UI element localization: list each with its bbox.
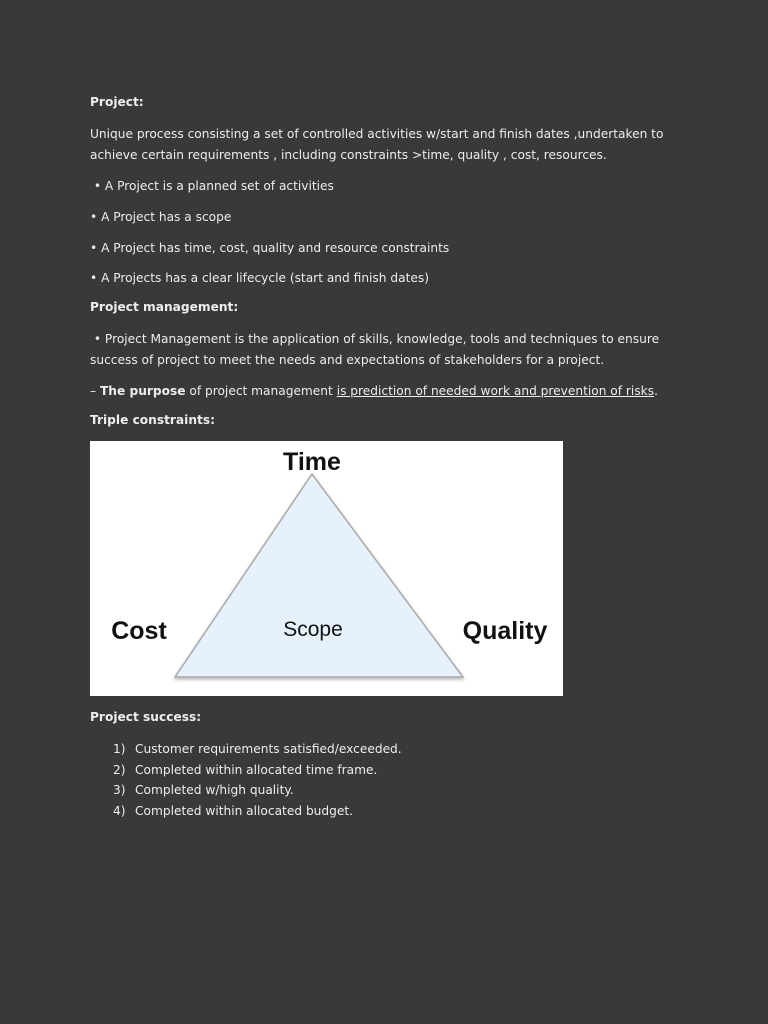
list-item-number: 2) <box>113 762 126 777</box>
list-item-text: Completed within allocated time frame. <box>135 762 378 777</box>
project-definition-line2: achieve certain requirements , including constraints >time, quality , cost, resources. <box>90 148 607 162</box>
project-management-purpose <box>90 381 680 402</box>
list-item-number: 3) <box>113 783 126 797</box>
triple-constraints-diagram <box>90 441 563 696</box>
list-item <box>90 801 680 822</box>
scope-label: Scope <box>283 618 343 641</box>
triangle-shape <box>175 474 463 677</box>
list-item-number: 4) <box>113 803 126 818</box>
project-success-section <box>90 709 680 821</box>
project-bullet: • A Project has time, cost, quality and resource constraints <box>90 241 450 255</box>
purpose-bold: The purpose <box>99 384 186 398</box>
list-item-text: Completed within allocated budget. <box>135 803 354 818</box>
list-item <box>90 739 680 760</box>
time-label: Time <box>283 448 341 476</box>
quality-label: Quality <box>462 617 548 645</box>
purpose-underlined: is prediction of needed work and prevention of risks <box>336 384 655 398</box>
list-item-text: Completed w/high quality. <box>135 783 294 797</box>
project-success-heading: Project success: <box>90 710 202 724</box>
triangle-diagram-svg <box>90 441 563 696</box>
list-item-text: Customer requirements satisfied/exceeded. <box>135 742 402 756</box>
project-heading: Project: <box>90 95 144 109</box>
purpose-suffix: . <box>654 384 658 398</box>
project-management-heading: Project management: <box>90 300 239 314</box>
document-content <box>90 94 680 429</box>
project-success-list <box>90 739 680 821</box>
project-management-line1: • Project Management is the application of skills, knowledge, tools and techniques to ensure <box>90 332 660 346</box>
project-bullet: • A Project has a scope <box>90 210 232 224</box>
triple-constraints-heading: Triple constraints: <box>90 413 215 427</box>
purpose-prefix: – <box>90 384 100 398</box>
cost-label: Cost <box>111 617 167 645</box>
project-management-line2: success of project to meet the needs and expectations of stakeholders for a project. <box>90 353 605 367</box>
purpose-mid: of project management <box>185 384 337 398</box>
list-item-number: 1) <box>113 742 126 756</box>
project-definition-line1: Unique process consisting a set of controlled activities w/start and finish dates ,undertaken to <box>90 127 664 141</box>
project-bullet: • A Project is a planned set of activities <box>90 179 334 193</box>
list-item <box>90 780 680 801</box>
list-item <box>90 760 680 781</box>
project-bullet: • A Projects has a clear lifecycle (start and finish dates) <box>90 271 429 285</box>
